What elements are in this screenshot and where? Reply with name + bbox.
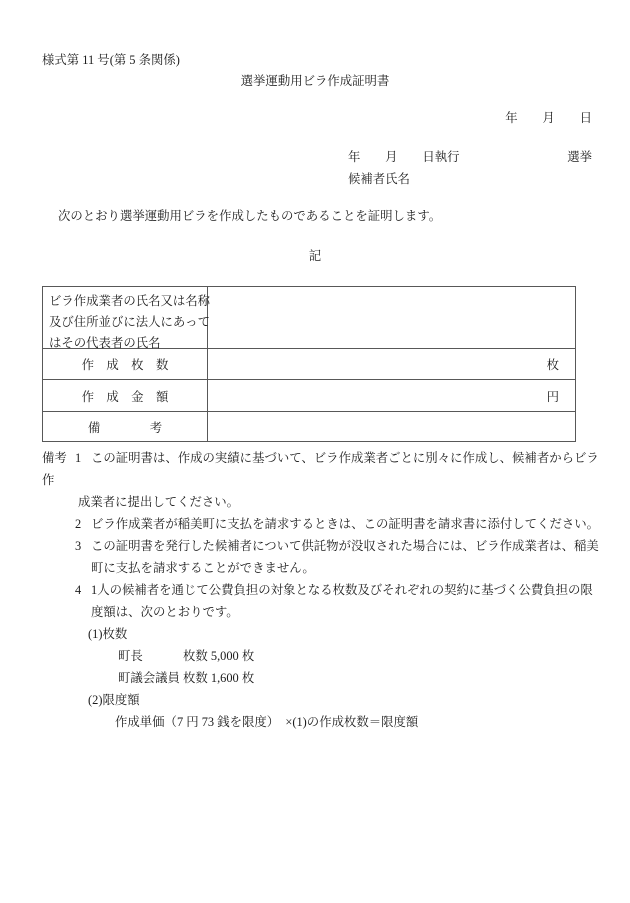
- sheet-limit-councilor: [42, 667, 608, 689]
- sheet-limit-mayor: [42, 645, 608, 667]
- maker-value-cell: [208, 287, 575, 348]
- note-1-overflow-char: 作: [42, 473, 55, 487]
- execution-date-blanks: 年 月 日執行: [348, 150, 460, 164]
- notes-heading: 備考: [42, 451, 67, 465]
- note-4-text: 1人の候補者を通じて公費負担の対象となる枚数及びそれぞれの契約に基づく公費負担の限: [91, 583, 593, 597]
- form-number: 様式第 11 号(第 5 条関係): [42, 53, 180, 67]
- note-2-number: 2: [75, 517, 82, 531]
- note-1-text: この証明書は、作成の実績に基づいて、ビラ作成業者ごとに別々に作成し、候補者からビラ: [91, 451, 599, 465]
- page-title: 選挙運動用ビラ作成証明書: [240, 74, 390, 88]
- remarks-label: 備 考: [43, 412, 208, 441]
- sheets-value-cell: [208, 349, 575, 379]
- sheets-unit: 枚: [546, 358, 559, 372]
- maker-label: [43, 287, 211, 350]
- maker-label-line: 及び住所並びに法人にあって: [49, 315, 210, 329]
- note-2-text: ビラ作成業者が稲美町に支払を請求するときは、この証明書を請求書に添付してください。: [91, 517, 600, 531]
- election-execution-line: [348, 147, 592, 165]
- table-row-sheets: [43, 348, 575, 379]
- sheets-label: 作 成 枚 数: [43, 349, 208, 379]
- sheet-limit-qty: 枚数 1,600 枚: [183, 671, 255, 685]
- sheet-limit-qty: 枚数 5,000 枚: [183, 649, 255, 663]
- note-3-line-1: [42, 535, 608, 557]
- maker-label-line: はその代表者の氏名: [49, 336, 161, 350]
- table-row-maker: [43, 287, 575, 348]
- note-4-continuation: 度額は、次のとおりです。: [91, 605, 239, 619]
- election-suffix: 選挙: [567, 150, 592, 164]
- note-1-number: 1: [75, 451, 82, 465]
- amount-unit: 円: [546, 389, 559, 404]
- sheet-limit-role: 町議会議員: [118, 671, 180, 685]
- maker-label-line: ビラ作成業者の氏名又は名称: [49, 294, 211, 308]
- amount-label: 作 成 金 額: [43, 380, 208, 411]
- record-mark: 記: [308, 249, 322, 263]
- sub2-heading: (2)限度額: [88, 693, 140, 707]
- issue-date-line: 年 月 日: [505, 111, 592, 125]
- notes-section: [42, 447, 608, 733]
- note-2-line: [42, 513, 608, 535]
- amount-value-cell: [208, 380, 575, 411]
- note-3-text: この証明書を発行した候補者について供託物が没収された場合には、ビラ作成業者は、稲美: [91, 539, 599, 553]
- certify-sentence: 次のとおり選挙運動用ビラを作成したものであることを証明します。: [58, 209, 442, 223]
- certificate-table: [42, 286, 576, 442]
- note-1-line-1: [42, 447, 608, 469]
- note-3-continuation: 町に支払を請求することができません。: [91, 561, 315, 575]
- note-3-number: 3: [75, 539, 82, 553]
- table-row-remarks: [43, 411, 575, 441]
- sub1-heading: (1)枚数: [88, 627, 128, 641]
- limit-formula: 作成単価（7 円 73 銭を限度） ×(1)の作成枚数＝限度額: [115, 715, 419, 729]
- note-1-continuation: 成業者に提出してください。: [78, 495, 240, 509]
- note-4-number: 4: [75, 583, 82, 597]
- note-4-line-1: [42, 579, 608, 601]
- remarks-value-cell: [208, 412, 575, 441]
- candidate-name-label: 候補者氏名: [348, 172, 410, 186]
- sheet-limit-role: 町長: [118, 649, 143, 663]
- table-row-amount: [43, 379, 575, 411]
